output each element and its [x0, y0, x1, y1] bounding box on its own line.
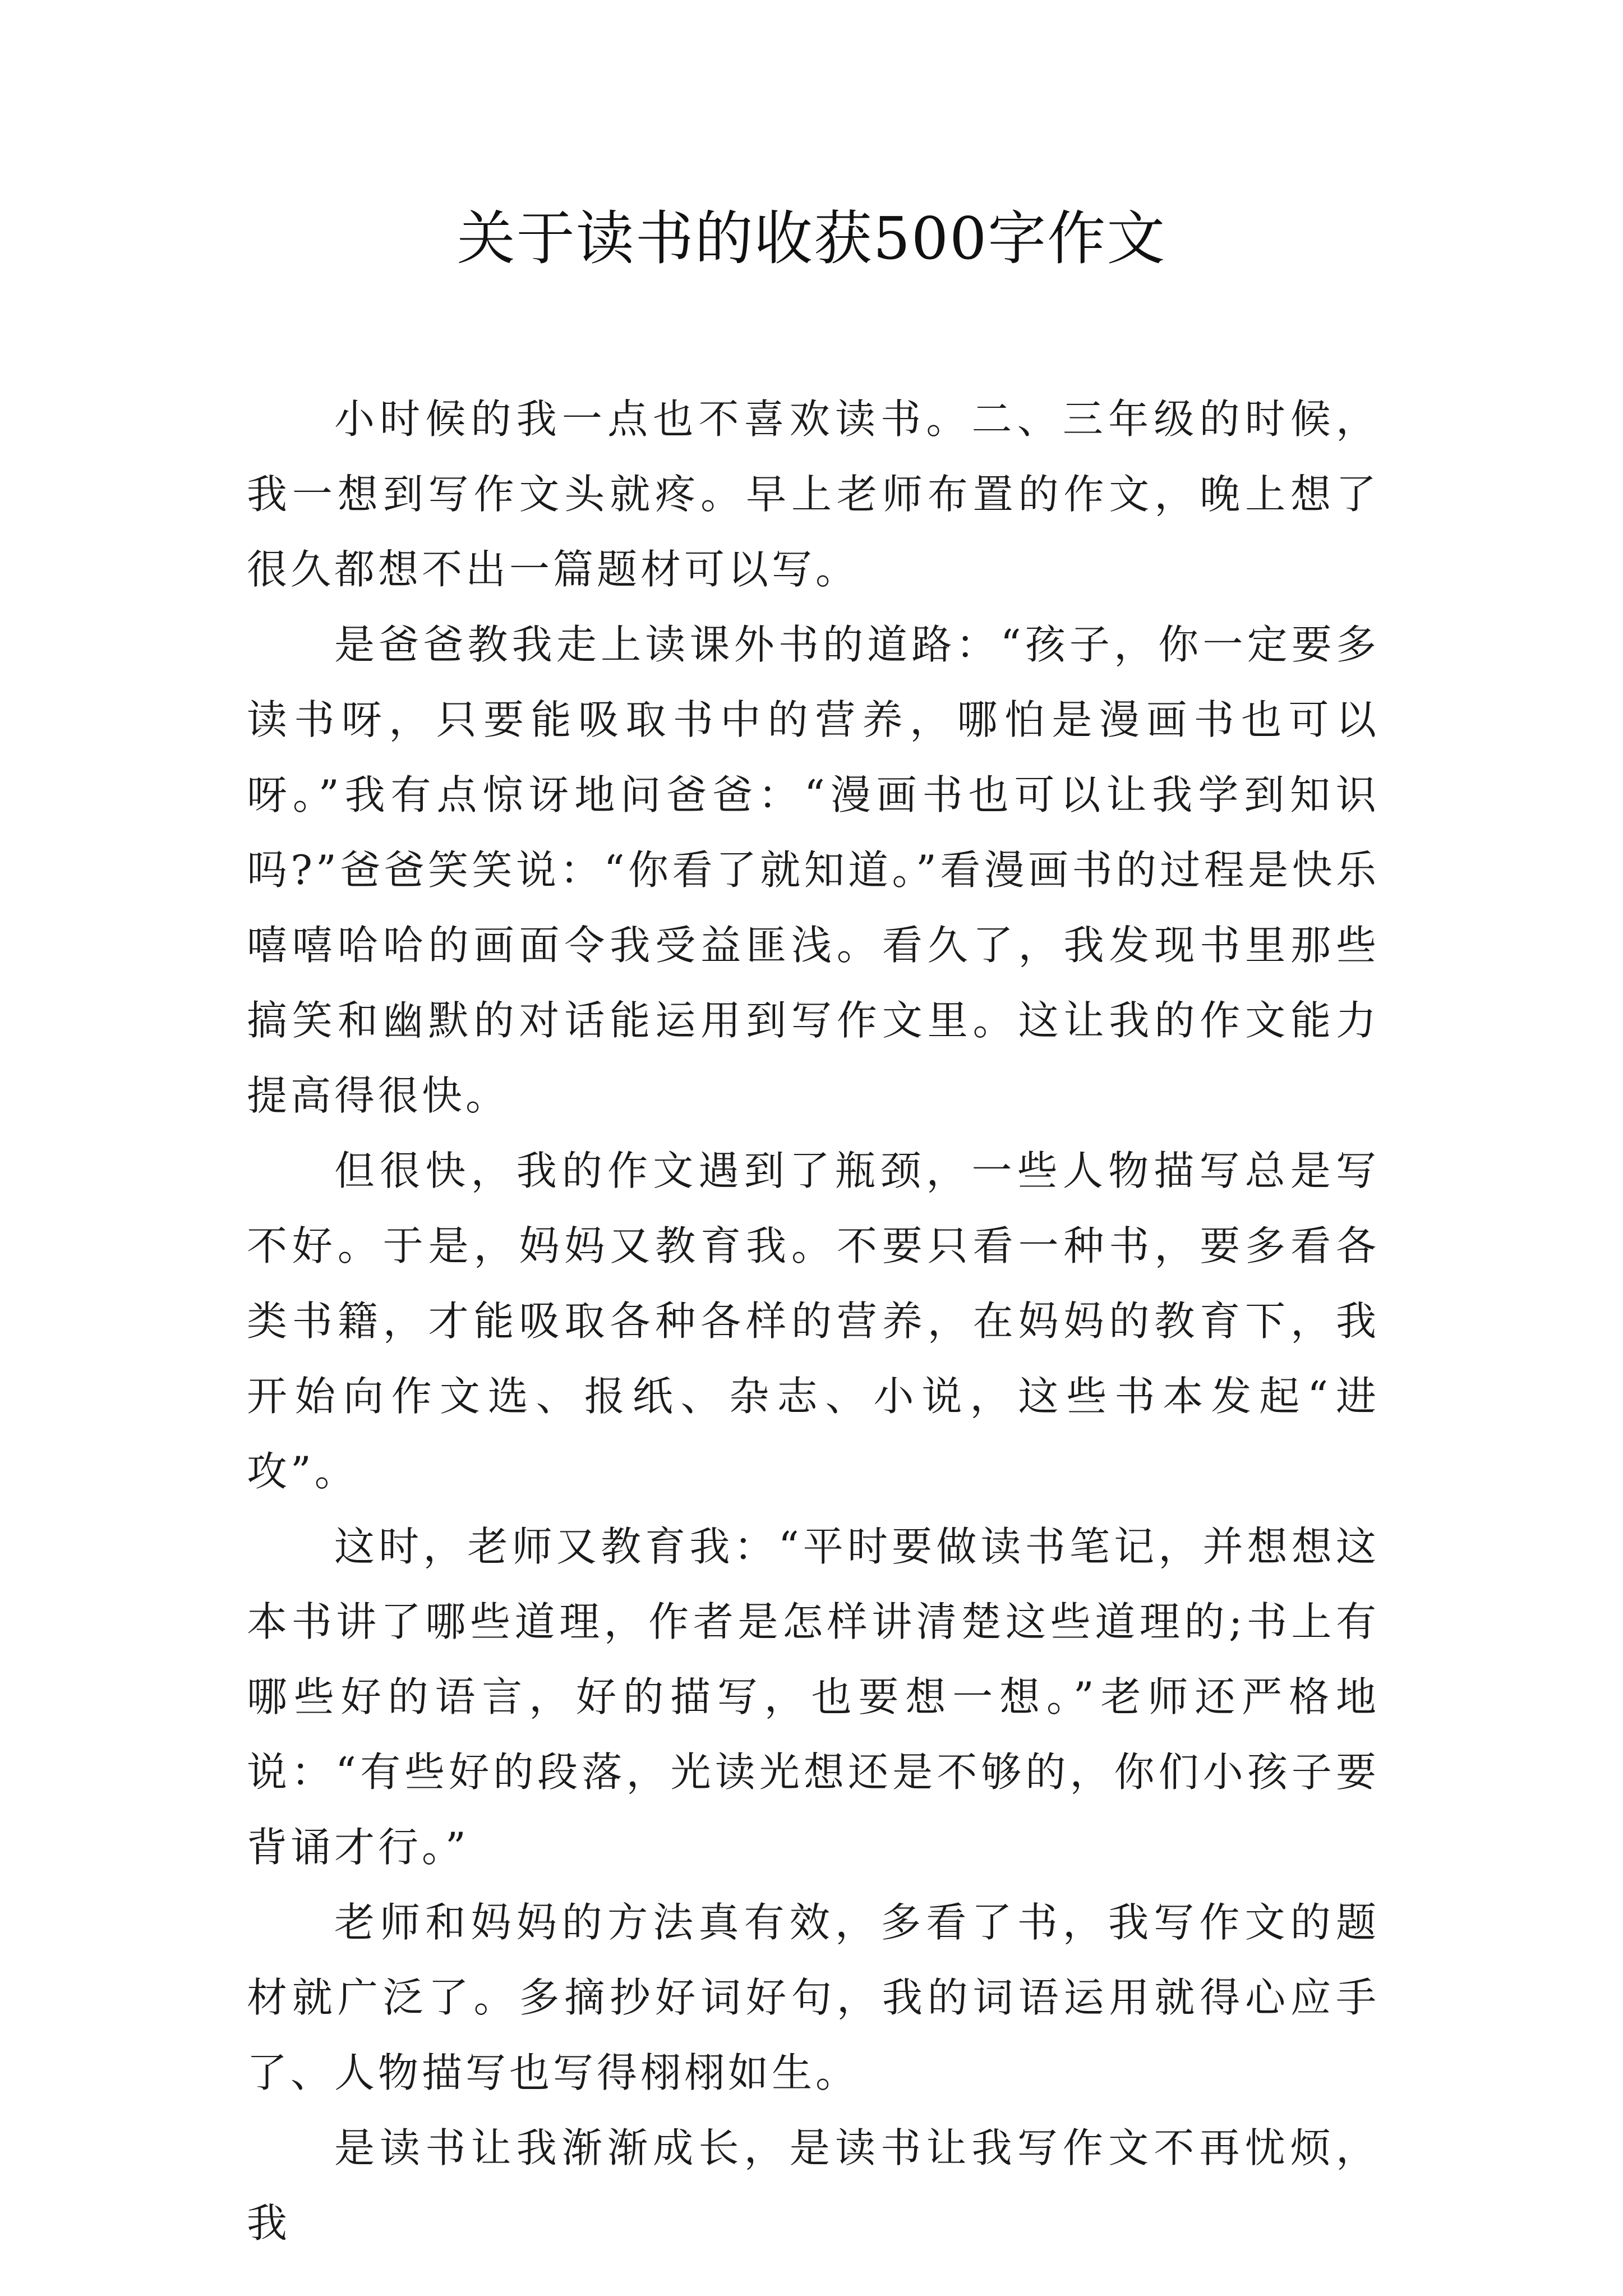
paragraph-4: 这时，老师又教育我：“平时要做读书笔记，并想想这本书讲了哪些道理，作者是怎样讲清楚这些道理的;书上有哪些好的语言，好的描写，也要想一想。”老师还严格地说：“有些好的段落，光读光想还是不够的，你们小孩子要背诵才行。”	[247, 1523, 1380, 1871]
paragraph-6: 是读书让我渐渐成长，是读书让我写作文不再忧烦，我	[247, 2124, 1380, 2247]
document-title: 关于读书的收获500字作文	[457, 204, 1166, 273]
paragraph-2: 是爸爸教我走上读课外书的道路：“孩子，你一定要多读书呀，只要能吸取书中的营养，哪怕是漫画书也可以呀。”我有点惊讶地问爸爸：“漫画书也可以让我学到知识吗?”爸爸笑笑说：“你看了就知道。”看漫画书的过程是快乐嘻嘻哈哈的画面令我受益匪浅。看久了，我发现书里那些搞笑和幽默的对话能运用到写作文里。这让我的作文能力提高得很快。	[247, 621, 1380, 1119]
document-body	[247, 381, 1380, 2261]
paragraph-5: 老师和妈妈的方法真有效，多看了书，我写作文的题材就广泛了。多摘抄好词好句，我的词语运用就得心应手了、人物描写也写得栩栩如生。	[247, 1899, 1380, 2096]
paragraph-1: 小时候的我一点也不喜欢读书。二、三年级的时候，我一想到写作文头就疼。早上老师布置的作文，晚上想了很久都想不出一篇题材可以写。	[247, 395, 1380, 593]
paragraph-3: 但很快，我的作文遇到了瓶颈，一些人物描写总是写不好。于是，妈妈又教育我。不要只看一种书，要多看各类书籍，才能吸取各种各样的营养，在妈妈的教育下，我开始向作文选、报纸、杂志、小说，这些书本发起“进攻”。	[247, 1147, 1380, 1495]
